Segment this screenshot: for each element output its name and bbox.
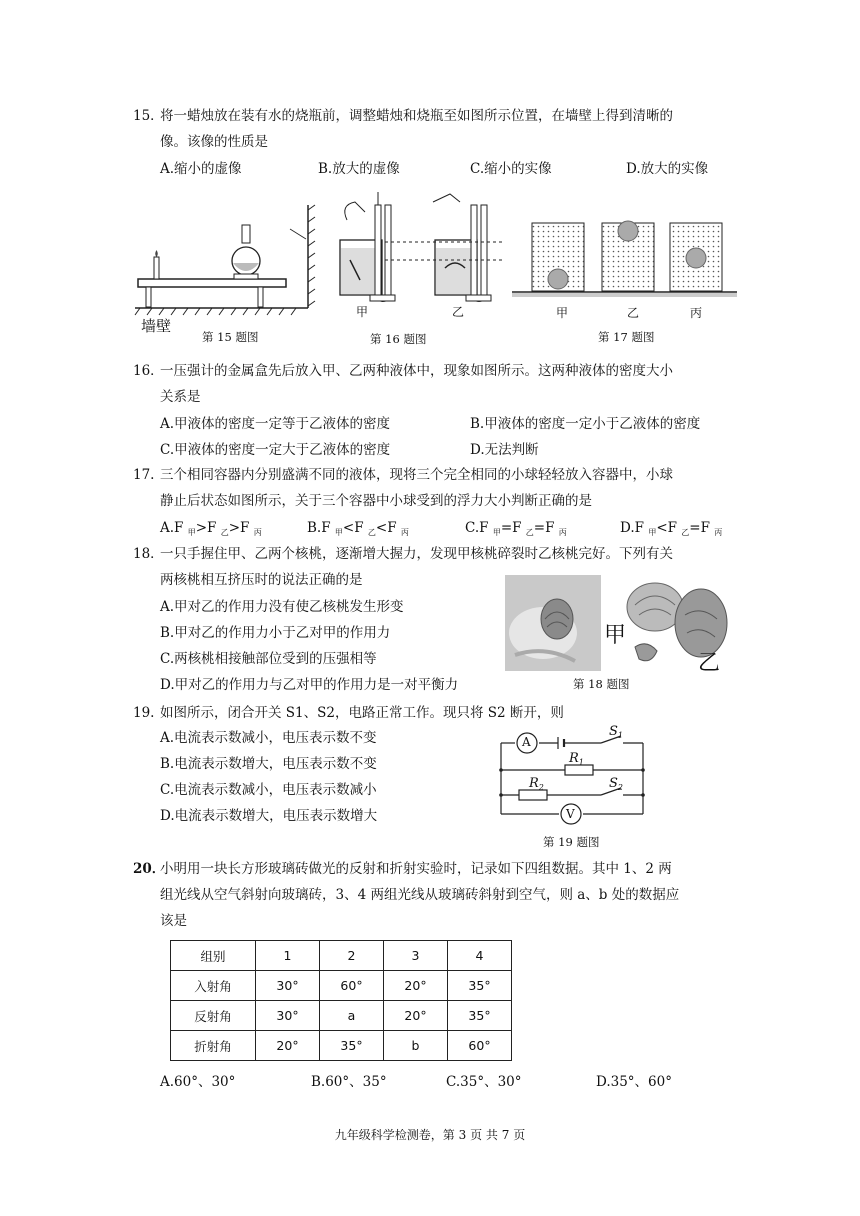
q18-stem-line1: 一只手握住甲、乙两个核桃，逐渐增大握力，发现甲核桃碎裂时乙核桃完好。下列有关 <box>160 546 673 562</box>
q16-label-jia: 甲 <box>356 305 369 319</box>
q18-stem-line2: 两核桃相互挤压时的说法正确的是 <box>160 572 363 588</box>
q15-option-a[interactable]: A.缩小的虚像 <box>160 161 242 177</box>
q15-wall-label: 墙壁 <box>141 317 172 335</box>
q16-option-b[interactable]: B.甲液体的密度一定小于乙液体的密度 <box>470 416 701 432</box>
q18-option-c[interactable]: C.两核桃相接触部位受到的压强相等 <box>160 651 377 667</box>
q18-caption: 第 18 题图 <box>573 677 630 691</box>
q17-label-bing: 丙 <box>690 306 703 320</box>
table-cell: b <box>384 1031 448 1061</box>
table-cell: 组别 <box>171 941 256 971</box>
q18-option-a[interactable]: A.甲对乙的作用力没有使乙核桃发生形变 <box>160 599 404 615</box>
q19-option-c[interactable]: C.电流表示数减小，电压表示数减小 <box>160 782 377 798</box>
resistor-r2-label: $R_2$ <box>529 776 544 792</box>
q20-option-c[interactable]: C.35°、30° <box>446 1074 522 1090</box>
q20-stem-line2: 组光线从空气斜射向玻璃砖，3、4 两组光线从玻璃砖斜射到空气，则 a、b 处的数据应 <box>160 887 680 903</box>
table-cell: 1 <box>256 941 320 971</box>
resistor-r1-label: $R_1$ <box>569 751 584 767</box>
q16-number: 16． <box>133 363 164 379</box>
q20-stem-line3: 该是 <box>160 913 187 929</box>
q15-option-d[interactable]: D.放大的实像 <box>626 161 709 177</box>
q19-circuit-figure <box>495 727 655 832</box>
table-row <box>171 1001 512 1031</box>
q17-option-d[interactable]: D.F $_甲$<F $_乙$=F $_丙$ <box>620 520 723 537</box>
q20-stem-line1: 小明用一块长方形玻璃砖做光的反射和折射实验时，记录如下四组数据。其中 1、2 两 <box>160 861 672 877</box>
q17-option-c[interactable]: C.F $_甲$=F $_乙$=F $_丙$ <box>465 520 567 537</box>
q19-option-d[interactable]: D.电流表示数增大，电压表示数增大 <box>160 808 378 824</box>
page-footer: 九年级科学检测卷，第 3 页 共 7 页 <box>334 1128 526 1142</box>
q20-option-a[interactable]: A.60°、30° <box>160 1074 236 1090</box>
table-row <box>171 941 512 971</box>
q19-stem-line1: 如图所示，闭合开关 S1、S2，电路正常工作。现只将 S2 断开，则 <box>160 705 564 721</box>
q19-caption: 第 19 题图 <box>543 835 600 849</box>
q16-option-a[interactable]: A.甲液体的密度一定等于乙液体的密度 <box>160 416 391 432</box>
table-cell: 20° <box>256 1031 320 1061</box>
q18-option-b[interactable]: B.甲对乙的作用力小于乙对甲的作用力 <box>160 625 391 641</box>
q17-option-b[interactable]: B.F $_甲$<F $_乙$<F $_丙$ <box>307 520 409 537</box>
q17-number: 17. <box>133 467 155 483</box>
q18-number: 18． <box>133 546 164 562</box>
q20-number: 20． <box>133 861 166 877</box>
table-cell: 60° <box>448 1031 512 1061</box>
table-cell: 反射角 <box>171 1001 256 1031</box>
table-cell: 20° <box>384 971 448 1001</box>
q18-option-d[interactable]: D.甲对乙的作用力与乙对甲的作用力是一对平衡力 <box>160 677 459 693</box>
q15-figure <box>130 195 330 325</box>
q17-caption: 第 17 题图 <box>598 330 655 344</box>
q15-caption: 第 15 题图 <box>202 330 259 344</box>
table-cell: 20° <box>384 1001 448 1031</box>
q17-label-yi: 乙 <box>627 306 640 320</box>
q15-option-c[interactable]: C.缩小的实像 <box>470 161 552 177</box>
table-cell: 折射角 <box>171 1031 256 1061</box>
switch-s2-label: $S_2$ <box>609 776 623 792</box>
table-cell: 35° <box>448 971 512 1001</box>
q18-label-jia: 甲 <box>604 623 627 648</box>
table-cell: 35° <box>448 1001 512 1031</box>
q17-stem-line2: 静止后状态如图所示，关于三个容器中小球受到的浮力大小判断正确的是 <box>160 493 592 509</box>
table-row <box>171 971 512 1001</box>
q20-option-b[interactable]: B.60°、35° <box>311 1074 387 1090</box>
q20-option-d[interactable]: D.35°、60° <box>596 1074 672 1090</box>
table-cell: 30° <box>256 1001 320 1031</box>
switch-s1-label: $S_1$ <box>609 724 623 740</box>
q16-stem-line1: 一压强计的金属盒先后放入甲、乙两种液体中，现象如图所示。这两种液体的密度大小 <box>160 363 673 379</box>
q19-option-a[interactable]: A.电流表示数减小，电压表示数不变 <box>160 730 377 746</box>
q16-figure <box>325 180 515 320</box>
q18-label-yi: 乙 <box>698 651 721 676</box>
q15-option-b[interactable]: B.放大的虚像 <box>318 161 400 177</box>
q17-figure <box>512 215 737 300</box>
q17-option-a[interactable]: A.F $_甲$>F $_乙$>F $_丙$ <box>160 520 262 537</box>
q20-data-table <box>170 940 512 1061</box>
ammeter-label: A <box>522 735 531 749</box>
q16-option-c[interactable]: C.甲液体的密度一定大于乙液体的密度 <box>160 442 391 458</box>
table-cell: 3 <box>384 941 448 971</box>
q19-option-b[interactable]: B.电流表示数增大，电压表示数不变 <box>160 756 377 772</box>
voltmeter-label: V <box>566 807 575 821</box>
q17-stem-line1: 三个相同容器内分别盛满不同的液体，现将三个完全相同的小球轻轻放入容器中，小球 <box>160 467 673 483</box>
q16-label-yi: 乙 <box>452 305 465 319</box>
table-cell: a <box>320 1001 384 1031</box>
q16-caption: 第 16 题图 <box>370 332 427 346</box>
table-cell: 60° <box>320 971 384 1001</box>
table-cell: 35° <box>320 1031 384 1061</box>
table-cell: 30° <box>256 971 320 1001</box>
q15-stem-line1: 将一蜡烛放在装有水的烧瓶前，调整蜡烛和烧瓶至如图所示位置，在墙壁上得到清晰的 <box>160 108 673 124</box>
q19-number: 19. <box>133 705 155 721</box>
q17-label-jia: 甲 <box>556 306 569 320</box>
q16-stem-line2: 关系是 <box>160 389 201 405</box>
q16-option-d[interactable]: D.无法判断 <box>470 442 539 458</box>
table-cell: 入射角 <box>171 971 256 1001</box>
table-cell: 4 <box>448 941 512 971</box>
table-row <box>171 1031 512 1061</box>
table-cell: 2 <box>320 941 384 971</box>
q15-number: 15． <box>133 108 164 124</box>
q15-stem-line2: 像。该像的性质是 <box>160 134 268 150</box>
